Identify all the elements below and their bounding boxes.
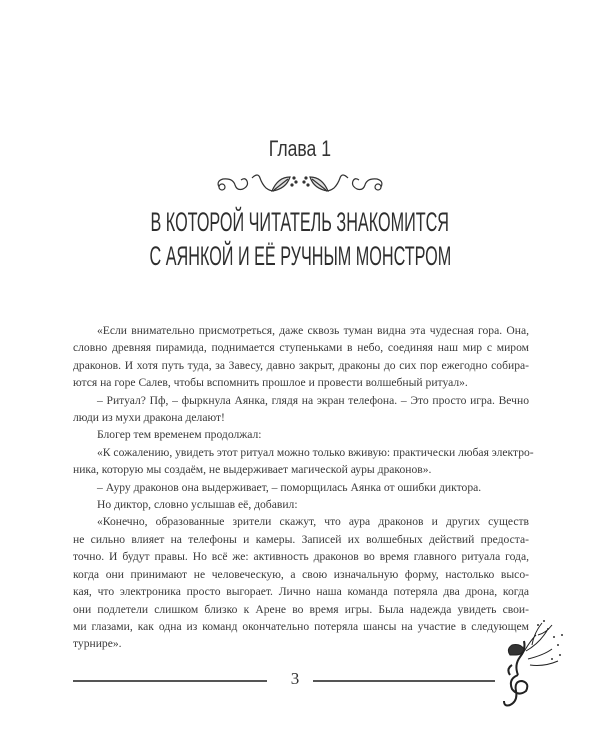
text-line: ника, которую мы создаём, не выдерживает магической ауры драконов».: [73, 463, 432, 477]
footer-rule-left: [73, 680, 267, 682]
text-line: они подлетели слишком близко к Арене во время игры. Была надежда увидеть свои-: [73, 602, 529, 616]
text-line: «Конечно, образованные зрители скажут, что аура драконов и других существ: [97, 515, 529, 529]
text-line: словно древняя пирамида, поднимается ступеньками в небо, соединяя наш мир с миром: [73, 341, 529, 355]
chapter-title-line-1: В КОТОРОЙ ЧИТАТЕЛЬ ЗНАКОМИТСЯ: [150, 207, 450, 237]
footer-rule-right: [313, 680, 495, 682]
chapter-title-line: [0, 239, 600, 273]
text-line: ми глазами, как одна из команд окончательно потеряла шансы на участие в следующем: [73, 619, 529, 633]
text-line: драконов. И хотя путь туда, за Завесу, давно закрыт, драконы до сих пор ежегодно собира-: [73, 358, 529, 372]
chapter-label: [0, 136, 600, 162]
chapter-title-line: [0, 205, 600, 239]
text-line: – Ритуал? Пф, – фыркнула Аянка, глядя на экран телефона. – Это просто игра. Вечно: [97, 393, 529, 407]
paragraph: [73, 496, 529, 513]
text-line: Блогер тем временем продолжал:: [97, 428, 262, 442]
text-line: турнире».: [73, 637, 122, 651]
chapter-label-text: Глава 1: [268, 136, 332, 161]
text-line: «К сожалению, увидеть этот ритуал можно только вживую: практически любая электро-: [97, 445, 534, 459]
text-line: ются на горе Салев, чтобы вспомнить прошлое и провести волшебный ритуал».: [73, 376, 468, 390]
text-line: не сильно влияет на телефоны и камеры. Записей их волшебных действий предоста-: [73, 532, 529, 546]
text-line: – Ауру драконов она выдерживает, – поморщилась Аянка от ошибки диктора.: [97, 480, 482, 494]
text-line: точно. И будут правы. Но всё же: активность драконов во время главного ритуала года,: [73, 550, 529, 564]
page-number: 3: [290, 669, 300, 688]
paragraph: [73, 426, 529, 443]
chapter-title: [0, 205, 600, 273]
text-line: «Если внимательно присмотреться, даже сквозь туман видна эта чудесная гора. Она,: [97, 324, 529, 337]
chapter-title-line-2: С АЯНКОЙ И ЕЁ РУЧНЫМ МОНСТРОМ: [149, 241, 451, 271]
body-text: [73, 322, 534, 653]
dragon-tree-illustration: [488, 615, 568, 725]
paragraph: [73, 444, 534, 479]
paragraph: [73, 392, 529, 427]
floral-divider-icon: [214, 170, 386, 196]
text-line: люди из мухи дракона делают!: [73, 411, 225, 425]
text-line: когда они принимают не человеческую, а свою изначальную форму, настолько высо-: [73, 567, 529, 581]
text-line: кая, что электроника просто выгорает. Лично наша команда потеряла два дрона, когда: [73, 585, 529, 599]
paragraph: [73, 479, 529, 496]
paragraph: [73, 322, 529, 392]
paragraph: [73, 513, 529, 652]
text-line: Но диктор, словно услышав её, добавил:: [97, 498, 298, 512]
